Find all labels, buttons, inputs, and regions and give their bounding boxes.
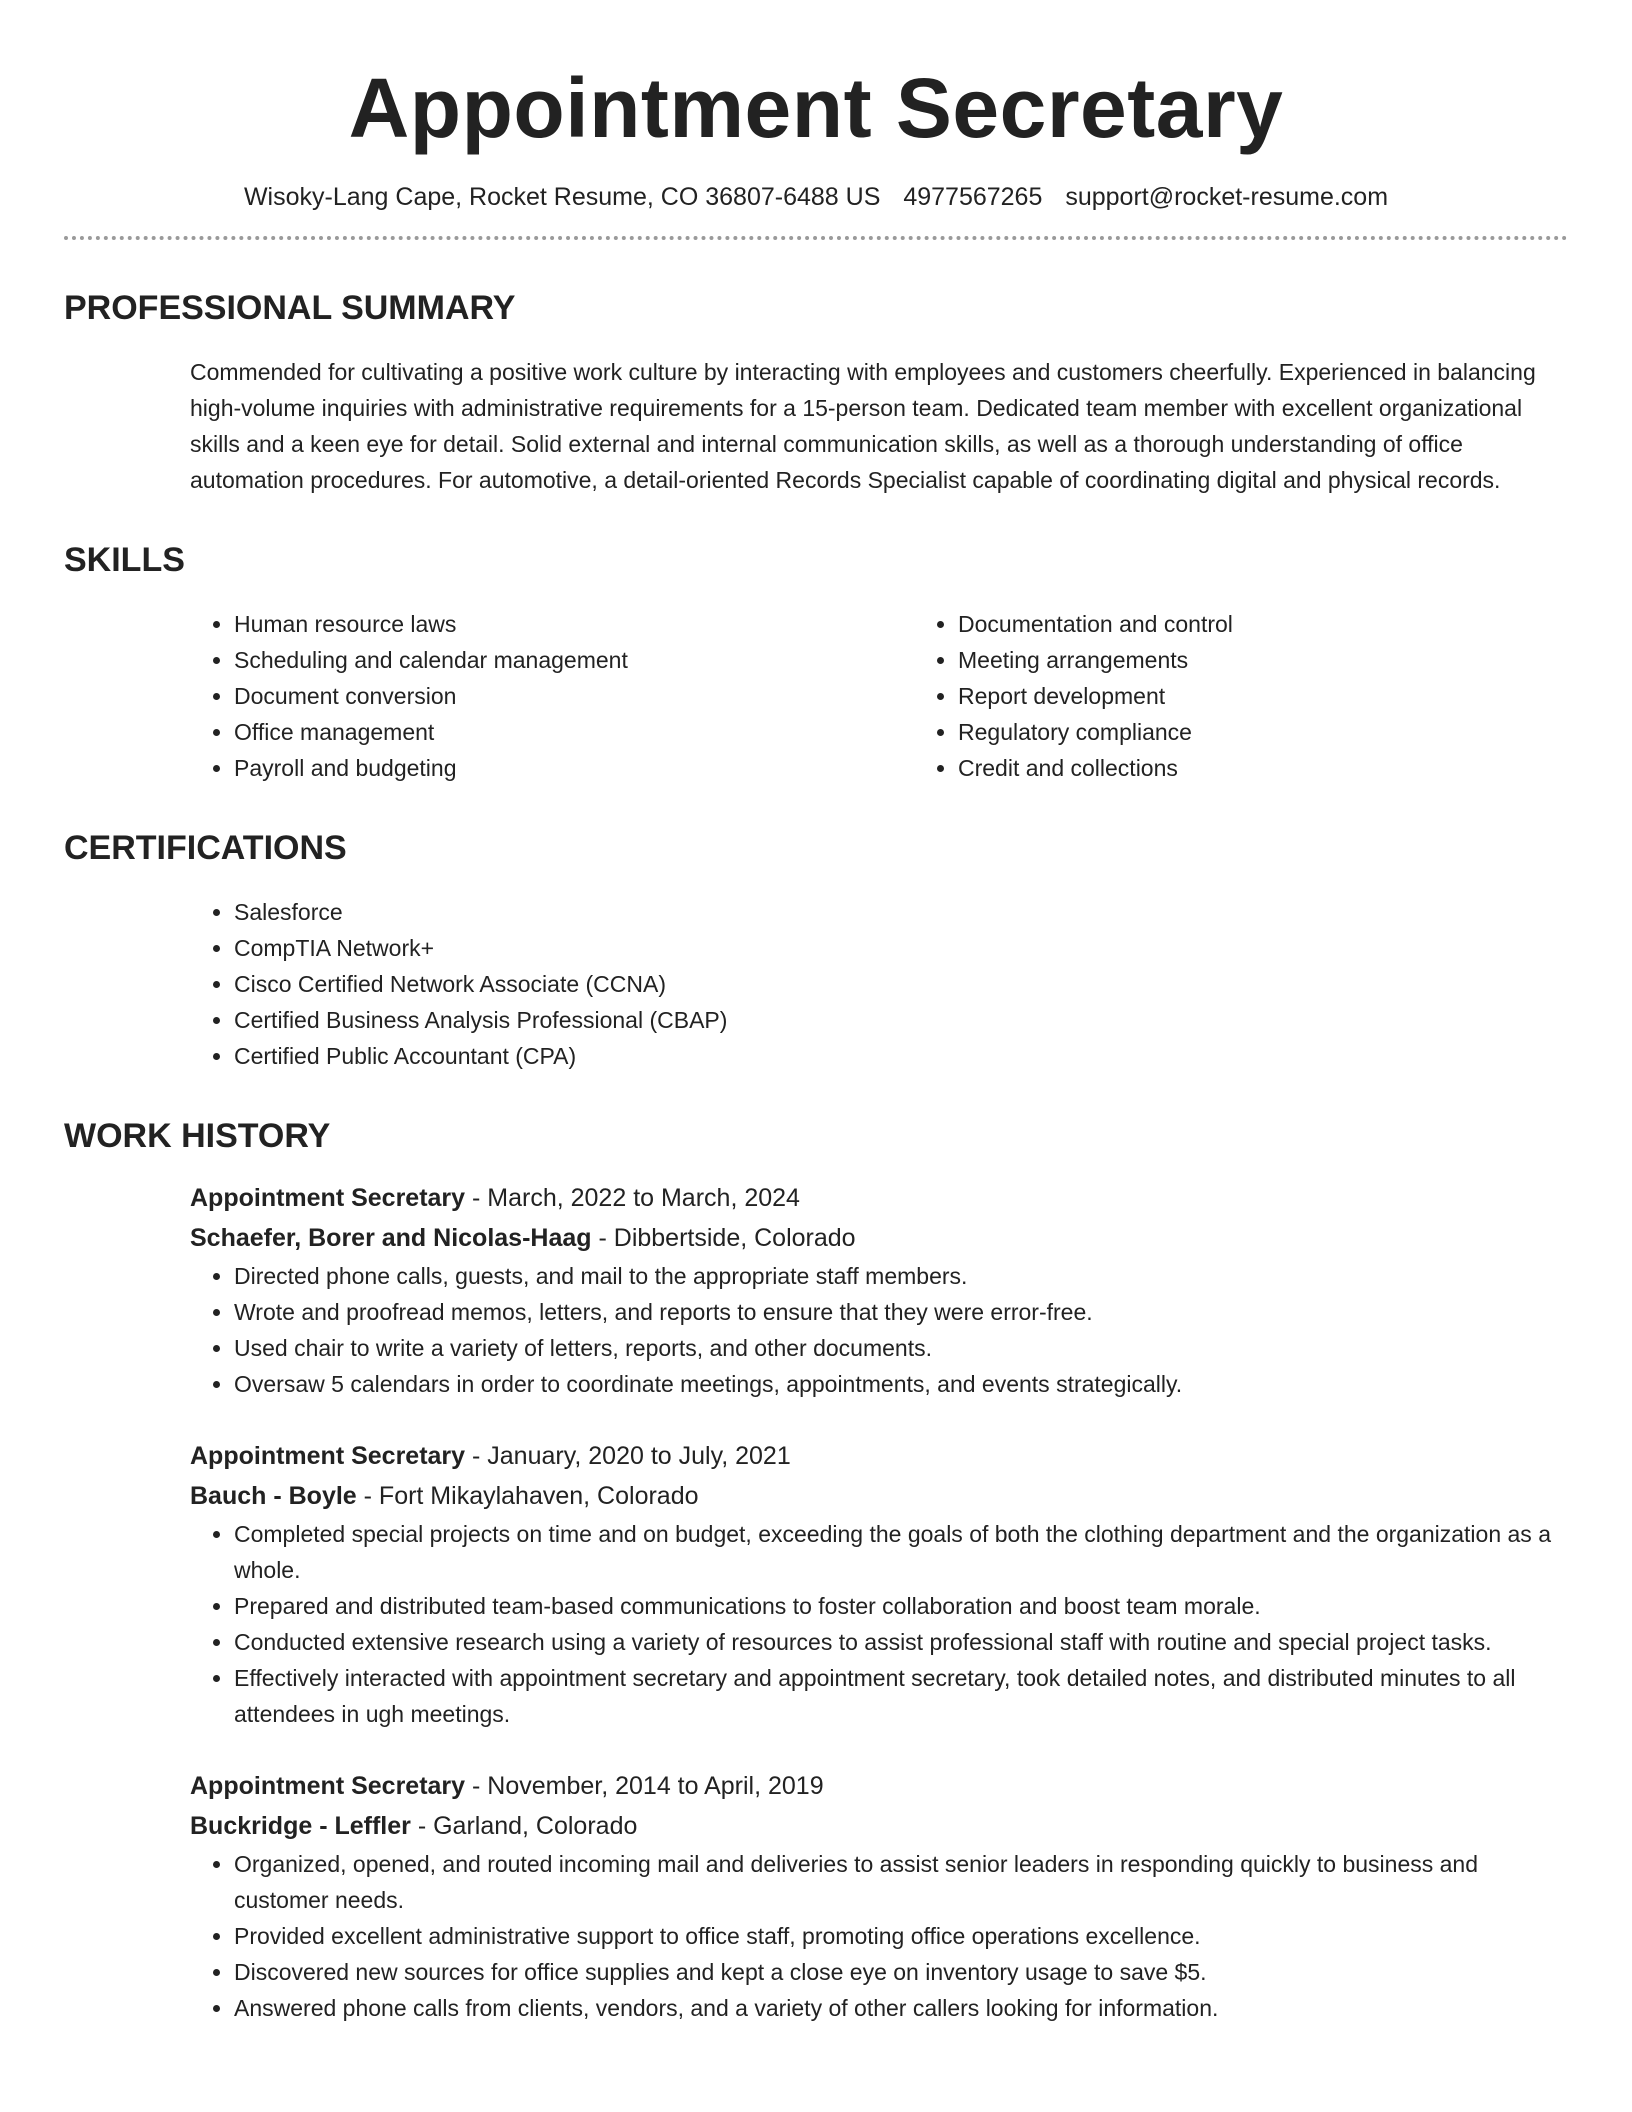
job-duty: • Provided excellent administrative support to office staff, promoting office operations excellence. [234, 1918, 1568, 1954]
skill-item: • Payroll and budgeting [234, 750, 914, 786]
contact-email: support@rocket-resume.com [1065, 183, 1389, 211]
skill-item: • Meeting arrangements [958, 642, 1568, 678]
job-duty: • Completed special projects on time and on budget, exceeding the goals of both the clothing department and the organization as a whole. [234, 1516, 1568, 1588]
job-dates: - November, 2014 to April, 2019 [465, 1772, 824, 1800]
job-role: Appointment Secretary [190, 1772, 466, 1800]
job-company: Schaefer, Borer and Nicolas-Haag [190, 1224, 592, 1252]
skills-section [64, 538, 1568, 786]
job-location: - Garland, Colorado [410, 1812, 638, 1840]
job-duty: • Effectively interacted with appointment secretary and appointment secretary, took detailed notes, and distributed minutes to all attendees in ugh meetings. [234, 1660, 1568, 1732]
job-duty: • Used chair to write a variety of letters, reports, and other documents. [234, 1330, 1568, 1366]
work-history-heading: WORK HISTORY [64, 1117, 331, 1155]
summary-body [190, 354, 1568, 498]
skills-left-list [190, 606, 914, 786]
job-duty: • Discovered new sources for office supplies and kept a close eye on inventory usage to save $5. [234, 1954, 1568, 1990]
skill-item: • Document conversion [234, 678, 914, 714]
contact-phone: 4977567265 [903, 183, 1043, 211]
job-title-line [190, 1178, 1568, 1218]
job-entry [190, 1766, 1568, 2026]
skills-grid [190, 606, 1568, 786]
certification-item: • CompTIA Network+ [234, 930, 1568, 966]
resume-name: Appointment Secretary [348, 61, 1284, 155]
job-company: Buckridge - Leffler [190, 1812, 411, 1840]
skills-right-list [914, 606, 1568, 786]
job-location: - Fort Mikaylahaven, Colorado [356, 1482, 699, 1510]
job-duties-list [190, 1846, 1568, 2026]
job-entry [190, 1436, 1568, 1732]
job-role: Appointment Secretary [190, 1184, 466, 1212]
certification-item: • Cisco Certified Network Associate (CCNA) [234, 966, 1568, 1002]
summary-heading: PROFESSIONAL SUMMARY [64, 289, 516, 327]
certification-item: • Certified Business Analysis Professional (CBAP) [234, 1002, 1568, 1038]
job-company-line [190, 1476, 1568, 1516]
header-divider [64, 236, 1568, 240]
certifications-body [190, 894, 1568, 1074]
work-history-section [64, 1114, 1568, 2026]
work-history-body [190, 1178, 1568, 2026]
skill-item: • Office management [234, 714, 914, 750]
job-company: Bauch - Boyle [190, 1482, 357, 1510]
job-duty: • Organized, opened, and routed incoming mail and deliveries to assist senior leaders in responding quickly to business and customer needs. [234, 1846, 1568, 1918]
contact-line [64, 180, 1568, 214]
job-duty: • Wrote and proofread memos, letters, and reports to ensure that they were error-free. [234, 1294, 1568, 1330]
job-duties-list [190, 1516, 1568, 1732]
summary-section [64, 286, 1568, 498]
job-duty: • Prepared and distributed team-based communications to foster collaboration and boost team morale. [234, 1588, 1568, 1624]
job-title-line [190, 1766, 1568, 1806]
job-role: Appointment Secretary [190, 1442, 466, 1470]
skill-item: • Documentation and control [958, 606, 1568, 642]
skill-item: • Human resource laws [234, 606, 914, 642]
job-dates: - March, 2022 to March, 2024 [465, 1184, 800, 1212]
job-duty: • Directed phone calls, guests, and mail to the appropriate staff members. [234, 1258, 1568, 1294]
certifications-section [64, 826, 1568, 1074]
job-duties-list [190, 1258, 1568, 1402]
job-duty: • Oversaw 5 calendars in order to coordinate meetings, appointments, and events strategically. [234, 1366, 1568, 1402]
job-company-line [190, 1806, 1568, 1846]
certifications-list [190, 894, 1568, 1074]
job-title-line [190, 1436, 1568, 1476]
job-duty: • Conducted extensive research using a variety of resources to assist professional staff with routine and special project tasks. [234, 1624, 1568, 1660]
certification-item: • Salesforce [234, 894, 1568, 930]
skills-heading: SKILLS [64, 541, 185, 579]
job-company-line [190, 1218, 1568, 1258]
job-location: - Dibbertside, Colorado [591, 1224, 856, 1252]
job-duty: • Answered phone calls from clients, vendors, and a variety of other callers looking for information. [234, 1990, 1568, 2026]
skill-item: • Regulatory compliance [958, 714, 1568, 750]
contact-address: Wisoky-Lang Cape, Rocket Resume, CO 36807-6488 US [243, 183, 881, 211]
skill-item: • Report development [958, 678, 1568, 714]
certifications-heading: CERTIFICATIONS [64, 829, 347, 867]
summary-text: Commended for cultivating a positive work culture by interacting with employees and customers cheerfully. Experienced in balancing high-volume inquiries with administrative requirements for a 15-person team. Dedicated team member with excellent organizational skills and a keen eye for detail. Solid external and internal communication skills, as well as a thorough understanding of office automation procedures. For automotive, a detail-oriented Records Specialist capable of coordinating digital and physical records. [190, 359, 1536, 493]
job-entry [190, 1178, 1568, 1402]
certification-item: • Certified Public Accountant (CPA) [234, 1038, 1568, 1074]
skill-item: • Scheduling and calendar management [234, 642, 914, 678]
skill-item: • Credit and collections [958, 750, 1568, 786]
job-dates: - January, 2020 to July, 2021 [465, 1442, 791, 1470]
